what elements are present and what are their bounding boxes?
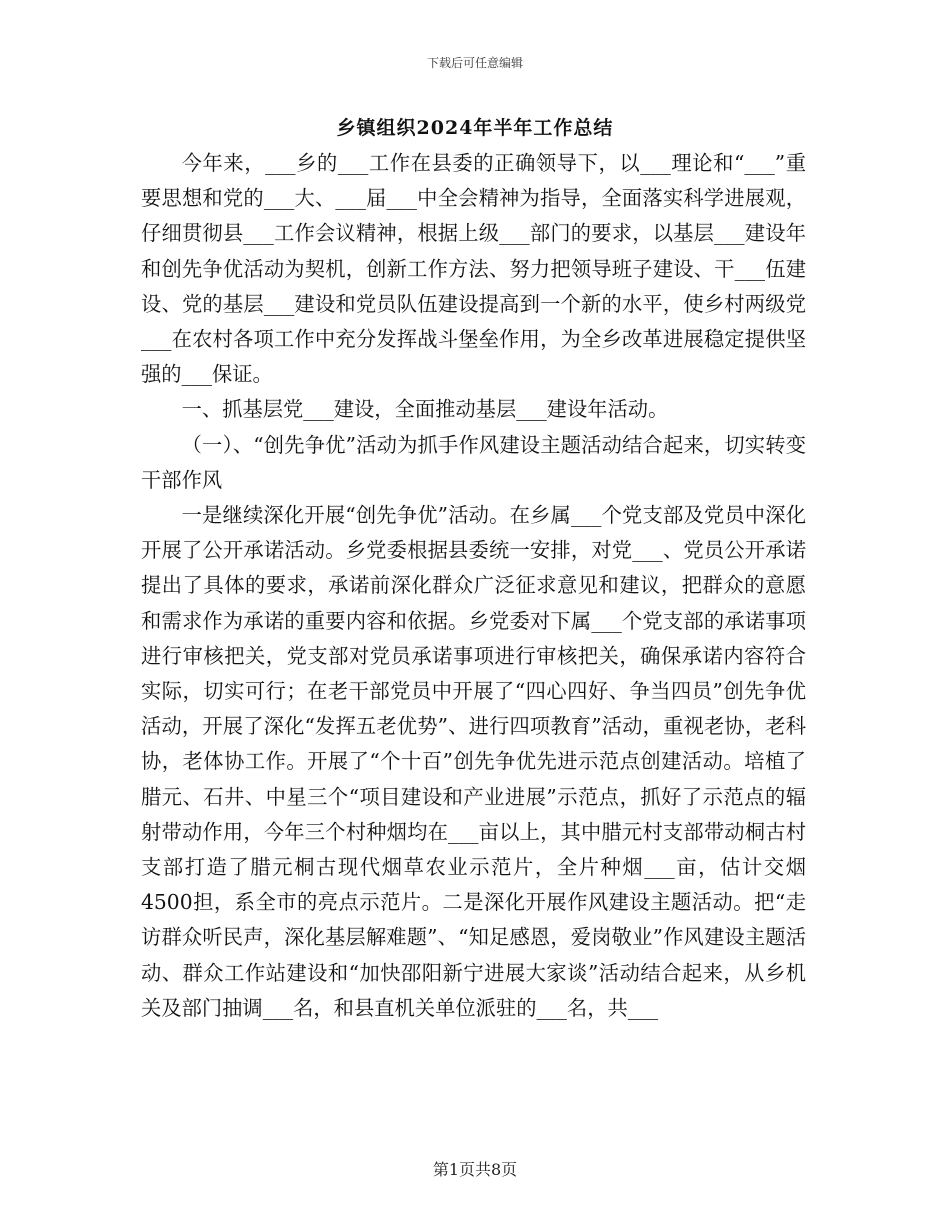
paragraph-intro: 今年来，___乡的___工作在县委的正确领导下，以___理论和“___”重要思想和党的___大、___届___中全会精神为指导，全面落实科学进展观，仔细贯彻县___工作会议精神，根据上级___部门的要求，以基层___建设年和创先争优活动为契机，创新工作方法、努力把领导班子建设、干___伍建设、党的基层___建设和党员队伍建设提高到一个新的水平，使乡村两级党___在农村各项工作中充分发挥战斗堡垒作用，为全乡改革进展稳定提供坚强的___保证。 — [141, 151, 806, 387]
page-number-footer: 第1页共8页 — [432, 1160, 518, 1179]
page-header-note: 下载后可任意编辑 — [426, 56, 523, 70]
document-title: 乡镇组织2024年半年工作总结 — [336, 117, 614, 139]
section-heading-1: 一、抓基层党___建设，全面推动基层___建设年活动。 — [181, 397, 669, 422]
subsection-heading-1: （一）、“创先争优”活动为抓手作风建设主题活动结合起来，切实转变干部作风 — [141, 432, 806, 492]
paragraph-detail: 一是继续深化开展“创先争优”活动。在乡属___个党支部及党员中深化开展了公开承诺活动。乡党委根据县委统一安排，对党___、党员公开承诺提出了具体的要求，承诺前深化群众广泛征求意见和建议，把群众的意愿和需求作为承诺的重要内容和依据。乡党委对下属___个党支部的承诺事项进行审核把关，党支部对党员承诺事项进行审核把关，确保承诺内容符合实际，切实可行；在老干部党员中开展了“四心四好、争当四员”创先争优活动，开展了深化“发挥五老优势”、进行四项教育”活动，重视老协，老科协，老体协工作。开展了“个十百”创先争优先进示范点创建活动。培植了腊元、石井、中星三个“项目建设和产业进展”示范点，抓好了示范点的辐射带动作用，今年三个村种烟均在___亩以上，其中腊元村支部带动桐古村支部打造了腊元桐古现代烟草农业示范片，全片种烟___亩，估计交烟4500担，系全市的亮点示范片。二是深化开展作风建设主题活动。把“走访群众听民声，深化基层解难题”、“知足感恩，爱岗敬业”作风建设主题活动、群众工作站建设和“加快邵阳新宁进展大家谈”活动结合起来，从乡机关及部门抽调___名，和县直机关单位派驻的___名，共___ — [141, 503, 806, 1020]
document-body — [141, 146, 806, 1026]
